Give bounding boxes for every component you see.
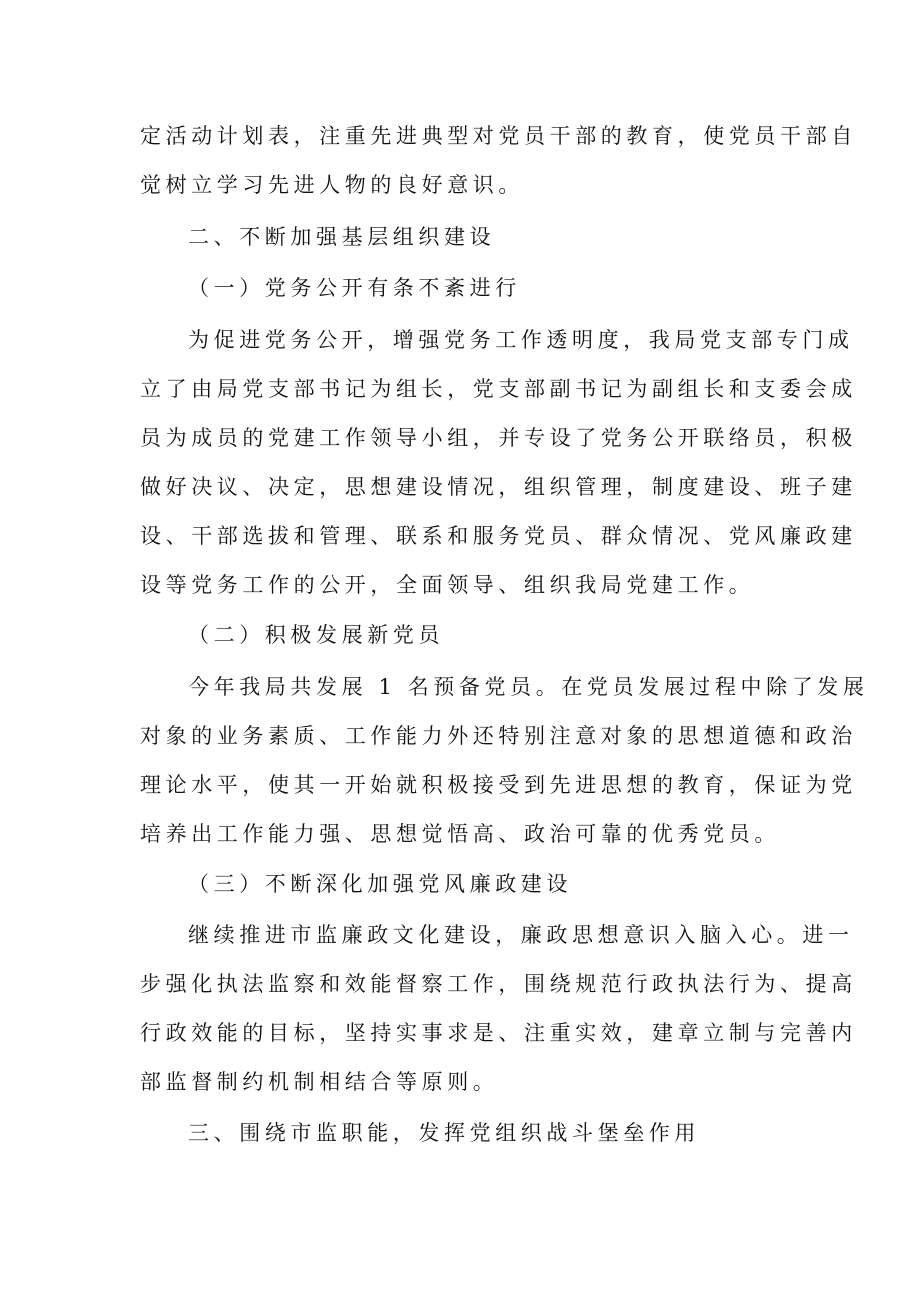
subsection-heading: （一）党务公开有条不紊进行 [188,276,521,300]
body-line: 立了由局党支部书记为组长，党支部副书记为副组长和支委会成 [140,377,857,401]
body-line: 觉树立学习先进人物的良好意识。 [140,173,524,197]
body-line: 做好决议、决定，思想建设情况，组织管理，制度建设、班子建 [140,475,857,499]
body-line: 设、干部选拔和管理、联系和服务党员、群众情况、党风廉政建 [140,524,857,548]
section-heading: 三、围绕市监职能，发挥党组织战斗堡垒作用 [188,1121,700,1145]
subsection-heading: （三）不断深化加强党风廉政建设 [188,872,572,896]
body-line: 理论水平，使其一开始就积极接受到先进思想的教育，保证为党 [140,773,857,797]
body-line: 培养出工作能力强、思想觉悟高、政治可靠的优秀党员。 [140,822,780,846]
body-line: 设等党务工作的公开，全面领导、组织我局党建工作。 [140,573,755,597]
body-line: 对象的业务素质、工作能力外还特别注意对象的思想道德和政治 [140,724,857,748]
body-line: 部监督制约机制相结合等原则。 [140,1070,499,1094]
section-heading: 二、不断加强基层组织建设 [188,225,496,249]
body-line: 今年我局共发展 1 名预备党员。在党员发展过程中除了发展 [188,675,869,699]
body-line: 继续推进市监廉政文化建设，廉政思想意识入脑入心。进一 [188,923,854,947]
body-line: 定活动计划表，注重先进典型对党员干部的教育，使党员干部自 [140,124,857,148]
body-line: 步强化执法监察和效能督察工作，围绕规范行政执法行为、提高 [140,972,857,996]
body-line: 行政效能的目标，坚持实事求是、注重实效，建章立制与完善内 [140,1021,857,1045]
subsection-heading: （二）积极发展新党员 [188,623,444,647]
body-line: 为促进党务公开，增强党务工作透明度，我局党支部专门成 [188,328,854,352]
body-line: 员为成员的党建工作领导小组，并专设了党务公开联络员，积极 [140,426,857,450]
